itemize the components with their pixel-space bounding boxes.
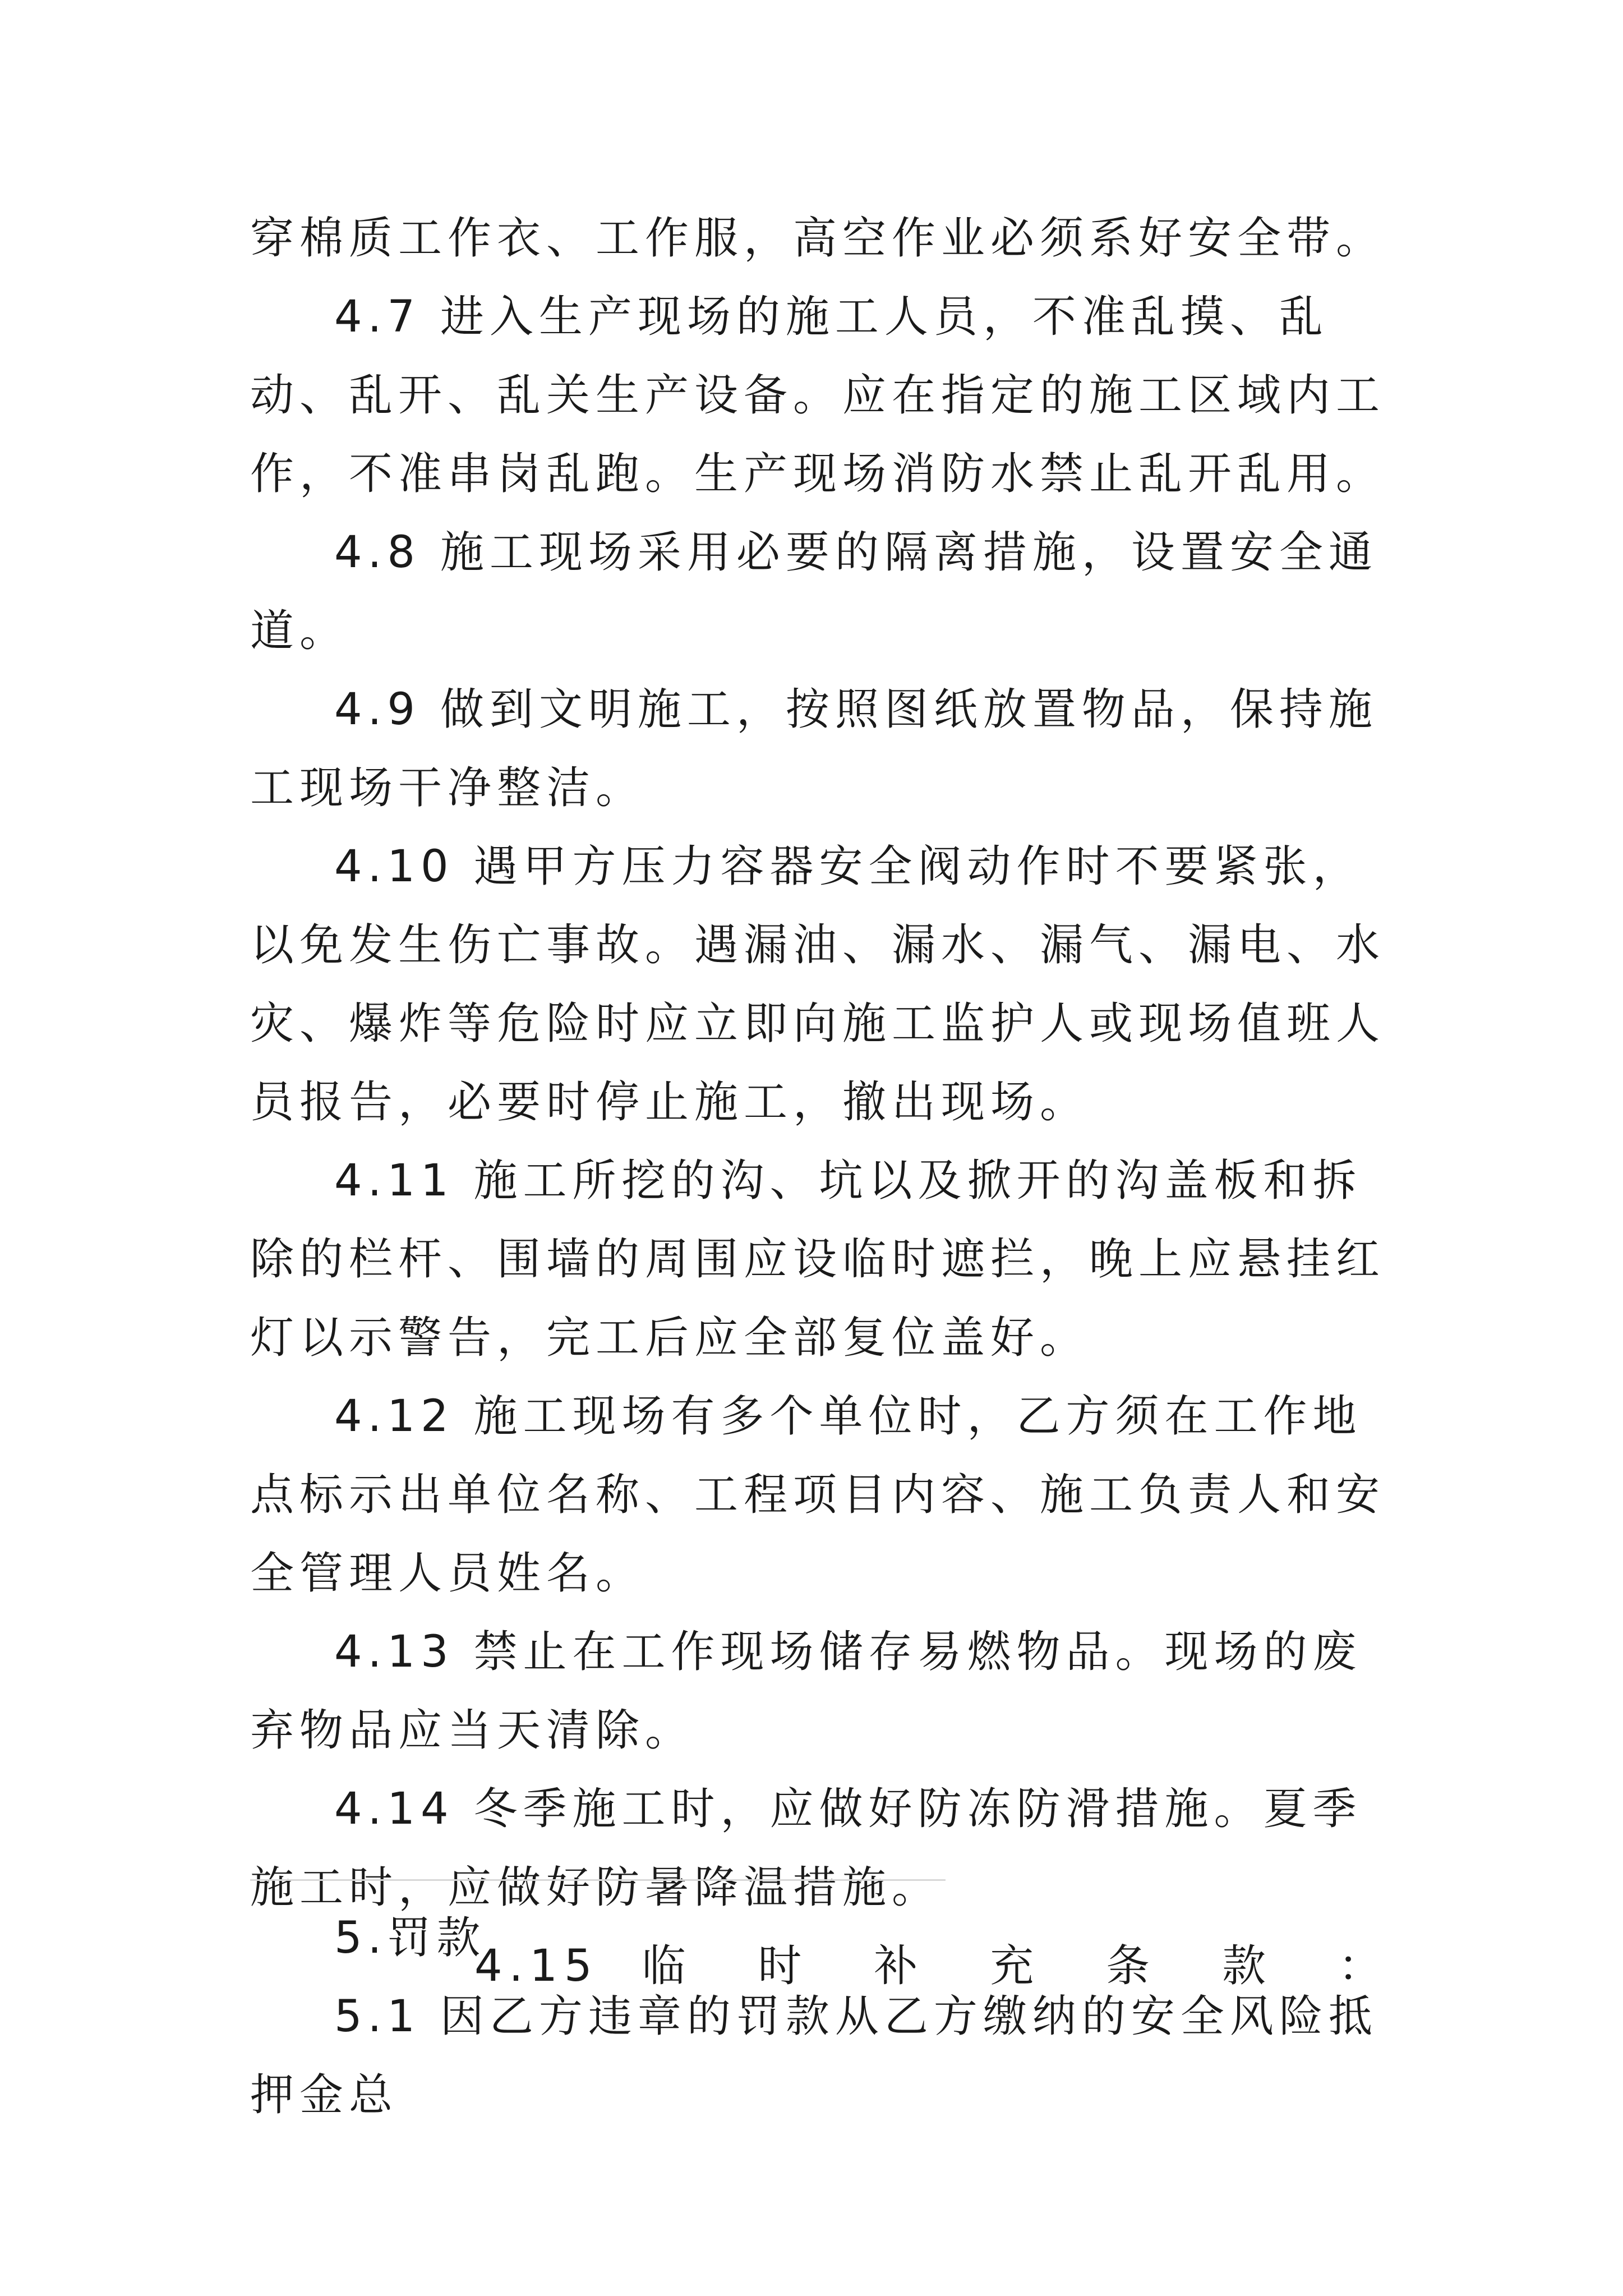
blank-fill-line — [250, 1879, 946, 1881]
clause-4-8: 4.8 施工现场采用必要的隔离措施，设置安全通道。 — [250, 527, 1378, 656]
clause-4-14: 4.14 冬季施工时，应做好防冻防滑措施。夏季施工时，应做好防暑降温措施。 — [250, 1784, 1362, 1913]
section-5-heading: 5.罚款 — [334, 1913, 486, 1963]
paragraph-continuation: 穿棉质工作衣、工作服，高空作业必须系好安全带。 — [250, 213, 1386, 264]
clause-4-12: 4.12 施工现场有多个单位时，乙方须在工作地点标示出单位名称、工程项目内容、施工负责人和安全管理人员姓名。 — [250, 1391, 1386, 1599]
clause-4-7: 4.7 进入生产现场的施工人员，不准乱摸、乱动、乱开、乱关生产设备。应在指定的施工区域内工作，不准串岗乱跑。生产现场消防水禁止乱开乱用。 — [250, 292, 1386, 499]
clause-4-13: 4.13 禁止在工作现场储存易燃物品。现场的废弃物品应当天清除。 — [250, 1627, 1362, 1756]
clause-4-15-heading: 4.15 临 时 补 充 条 款 ： — [474, 1941, 1389, 1991]
clause-5-1: 5.1 因乙方违章的罚款从乙方缴纳的安全风险抵押金总 — [250, 1991, 1378, 2120]
document-body-lower — [250, 1899, 1389, 2134]
clause-4-9: 4.9 做到文明施工，按照图纸放置物品，保持施工现场干净整洁。 — [250, 684, 1378, 813]
document-body-upper — [250, 199, 1389, 2005]
clause-4-11: 4.11 施工所挖的沟、坑以及掀开的沟盖板和拆除的栏杆、围墙的周围应设临时遮拦，晚上应悬挂红灯以示警告，完工后应全部复位盖好。 — [250, 1156, 1386, 1363]
clause-4-10: 4.10 遇甲方压力容器安全阀动作时不要紧张，以免发生伤亡事故。遇漏油、漏水、漏气、漏电、水灾、爆炸等危险时应立即向施工监护人或现场值班人员报告，必要时停止施工，撤出现场。 — [250, 841, 1386, 1128]
